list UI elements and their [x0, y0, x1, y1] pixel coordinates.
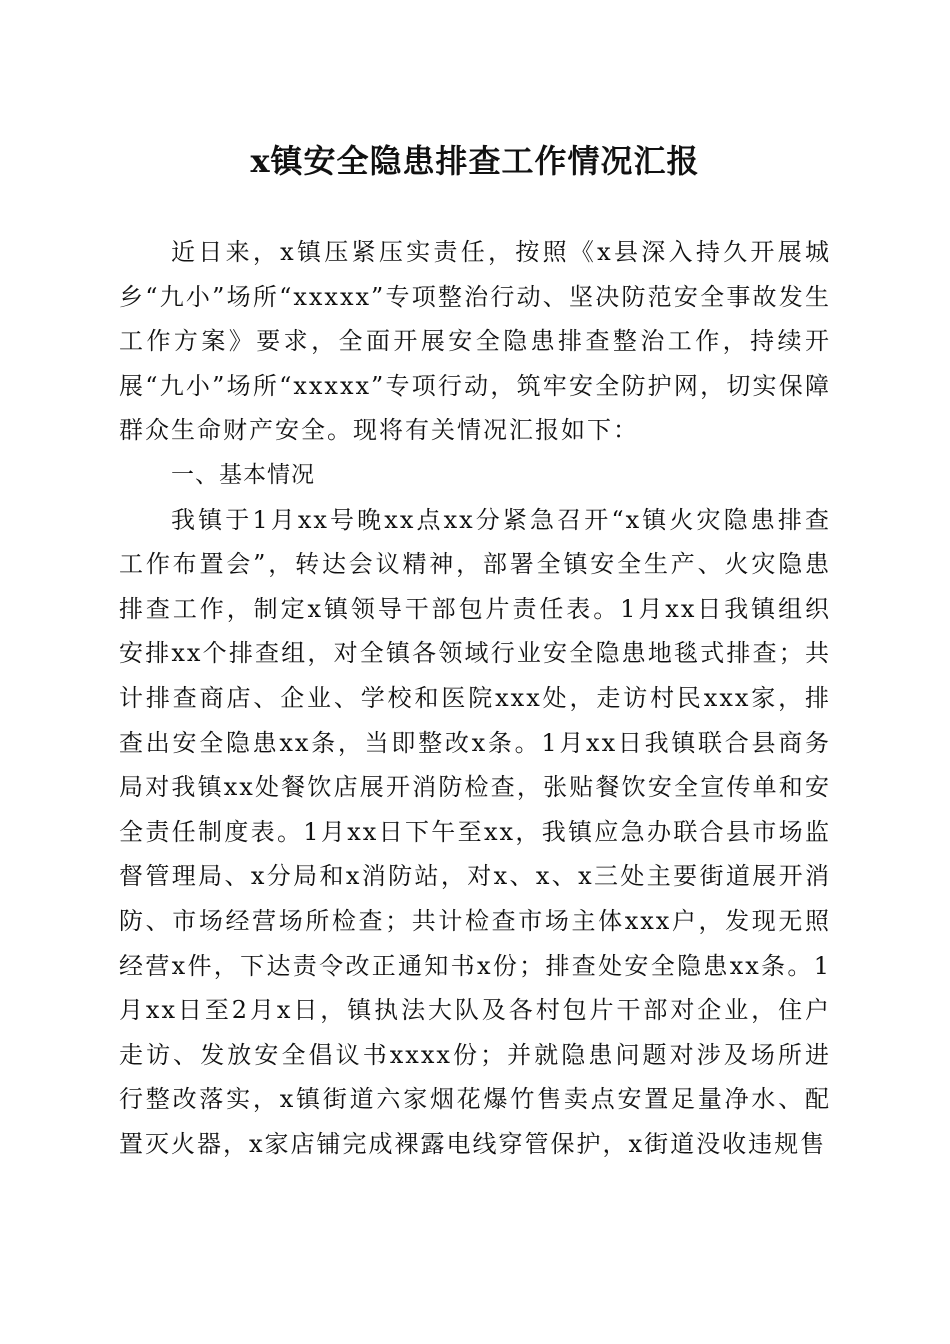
intro-paragraph: 近日来，x镇压紧压实责任，按照《x县深入持久开展城乡“九小”场所“xxxxx”专项整治行动、坚决防范安全事故发生工作方案》要求，全面开展安全隐患排查整治工作，持续开展“九小”场所“xxxxx”专项行动，筑牢安全防护网，切实保障群众生命财产安全。现将有关情况汇报如下： — [119, 238, 831, 445]
basic-situation-paragraph: 我镇于1月xx号晚xx点xx分紧急召开“x镇火灾隐患排查工作布置会”，转达会议精神，部署全镇安全生产、火灾隐患排查工作，制定x镇领导干部包片责任表。1月xx日我镇组织安排xx个排查组，对全镇各领域行业安全隐患地毯式排查；共计排查商店、企业、学校和医院xxx处，走访村民xxx家，排查出安全隐患xx条，当即整改x条。1月xx日我镇联合县商务局对我镇xx处餐饮店展开消防检查，张贴餐饮安全宣传单和安全责任制度表。1月xx日下午至xx，我镇应急办联合县市场监督管理局、x分局和x消防站，对x、x、x三处主要街道展开消防、市场经营场所检查；共计检查市场主体xxx户，发现无照经营x件，下达责令改正通知书x份；排查处安全隐患xx条。1月xx日至2月x日，镇执法大队及各村包片干部对企业，住户走访、发放安全倡议书xxxx份；并就隐患问题对涉及场所进行整改落实，x镇街道六家烟花爆竹售卖点安置足量净水、配置灭火器，x家店铺完成裸露电线穿管保护，x街道没收违规售 — [119, 505, 831, 1158]
document-body — [119, 230, 831, 1166]
document-title: x镇安全隐患排查工作情况汇报 — [250, 142, 700, 180]
section-heading-basic-situation: 一、基本情况 — [171, 461, 315, 488]
